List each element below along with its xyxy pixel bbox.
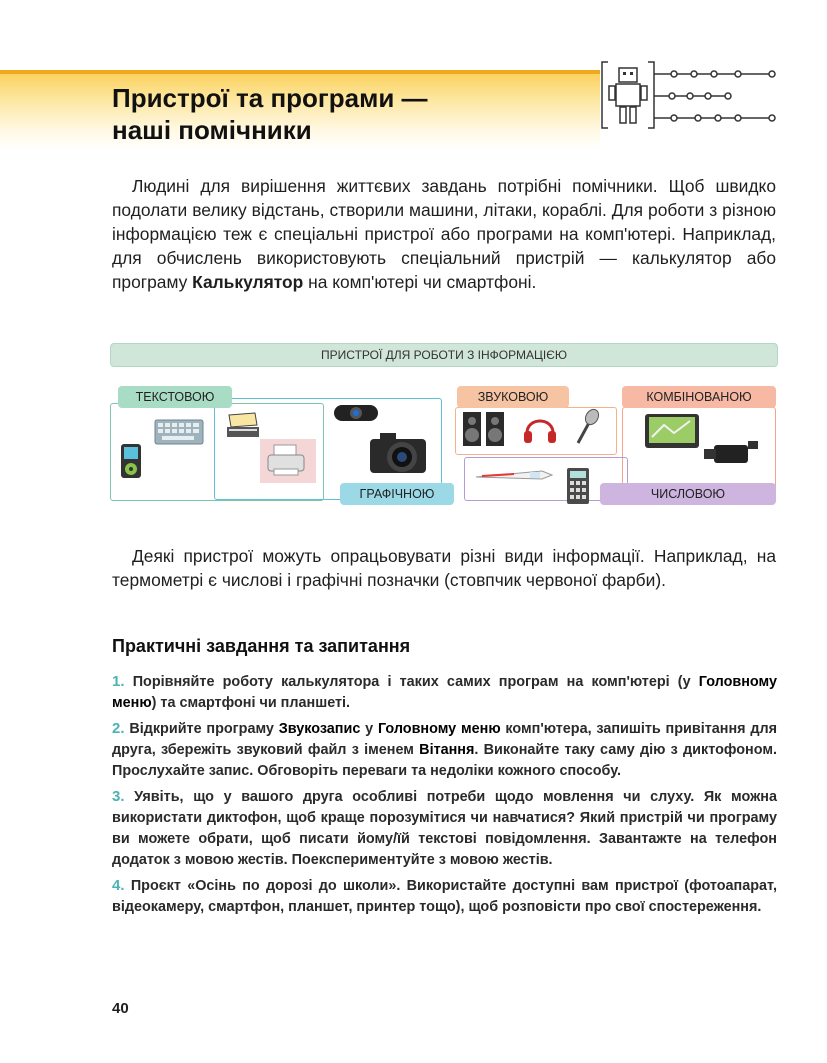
second-paragraph: Деякі пристрої можуть опрацьовувати різні види інформації. Наприклад, на термометрі є числові і графічні позначки (стовпчик червоної фарби). xyxy=(112,546,776,590)
sound-label: ЗВУКОВОЮ xyxy=(457,386,569,408)
keyboard-icon xyxy=(154,419,204,445)
task-list xyxy=(112,671,777,922)
printer-icon xyxy=(260,439,316,483)
practice-heading: Практичні завдання та запитання xyxy=(112,636,411,656)
combined-label: КОМБІНОВАНОЮ xyxy=(622,386,776,408)
headphones-icon xyxy=(522,411,558,445)
video-camera-icon xyxy=(704,439,760,469)
scanner-icon xyxy=(225,411,261,441)
task-4: 4. Проєкт «Осінь по дорозі до школи». Використайте доступні вам пристрої (фотоапарат, відеокамеру, смартфон, планшет, принтер тощо), щоб розповісти про свої спостереження. xyxy=(112,877,778,915)
title-line-1: Пристрої та програми — xyxy=(112,83,428,113)
mp3-player-icon xyxy=(120,443,142,479)
task-3: 3. Уявіть, що у вашого друга особливі потреби щодо мовлення чи слуху. Як можна використати диктофон, щоб краще порозумітися чи навчатися? Який пристрій чи програму ви можете обрати, щоб писати йому/їй текстові повідомлення. Завантажте на телефон додаток з мовою жестів. Поекспериментуйте з мовою жестів. xyxy=(112,788,777,868)
robot-icon xyxy=(598,58,778,138)
devices-diagram xyxy=(110,343,778,513)
intro-paragraph: Людині для вирішення життєвих завдань потрібні помічники. Щоб швидко подолати велику відстань, створили машини, літаки, кораблі. Для роботи з різною інформацією теж є спеціальні пристрої або програми на комп'ютері. Наприклад, для обчислень використовують спеціальний пристрій — калькулятор або програму Калькулятор на комп'ютері чи смартфоні. xyxy=(112,176,776,292)
microphone-icon xyxy=(570,407,602,447)
task-1: 1. Порівняйте роботу калькулятора і таких самих програм на комп'ютері (у Головному меню) та смартфоні чи планшеті. xyxy=(112,673,777,711)
webcam-icon xyxy=(332,403,380,425)
task-2: 2. Відкрийте програму Звукозапис у Головному меню комп'ютера, запишіть привітання для друга, збережіть звуковий файл з іменем Вітання. Виконайте таку саму дію з диктофоном. Прослухайте запис. Обговоріть переваги та недоліки кожного способу. xyxy=(112,720,778,779)
graphic-label: ГРАФІЧНОЮ xyxy=(340,483,454,505)
calculator-icon xyxy=(566,467,590,505)
calculator-keyword: Калькулятор xyxy=(192,272,304,292)
thermometer-icon xyxy=(472,465,558,487)
title-line-2: наші помічники xyxy=(112,115,312,145)
speakers-icon xyxy=(462,411,506,447)
page-number: 40 xyxy=(112,1000,129,1017)
numeric-label: ЧИСЛОВОЮ xyxy=(600,483,776,505)
devices-header: ПРИСТРОЇ ДЛЯ РОБОТИ З ІНФОРМАЦІЄЮ xyxy=(110,343,778,367)
gps-navigator-icon xyxy=(644,413,700,449)
text-label: ТЕКСТОВОЮ xyxy=(118,386,232,408)
camera-icon xyxy=(368,429,428,477)
page-title xyxy=(112,82,428,146)
